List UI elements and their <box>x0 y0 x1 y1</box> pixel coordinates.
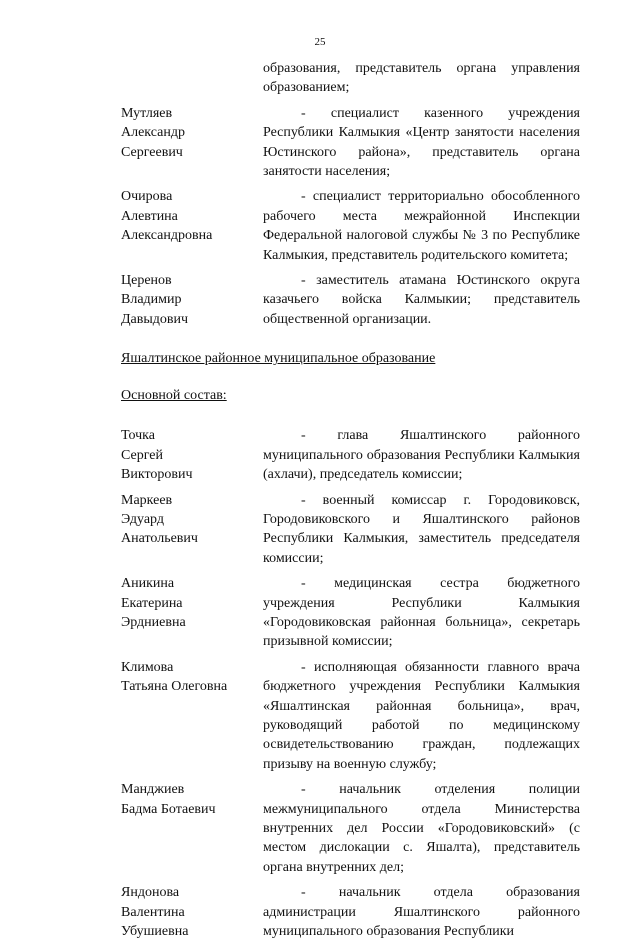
member-surname: Очирова <box>121 189 173 205</box>
member-name <box>121 426 261 484</box>
member-surname: Точка <box>121 428 155 444</box>
lower-member-list <box>0 426 640 941</box>
member-role: - начальник отдела образования администрации Яшалтинского районного муниципального образования Республики <box>263 885 580 940</box>
member-patronymic: Александровна <box>121 228 213 244</box>
member-name <box>121 658 261 697</box>
member-given-name: Сергей <box>121 447 163 463</box>
member-full-name: Бадма Ботаевич <box>121 801 216 817</box>
member-entry <box>0 271 640 329</box>
member-name <box>121 271 261 329</box>
member-name <box>121 104 261 162</box>
member-name <box>121 491 261 549</box>
member-name <box>121 780 261 819</box>
member-entry <box>0 187 640 265</box>
member-patronymic: Давыдович <box>121 311 189 327</box>
member-given-name: Владимир <box>121 292 182 308</box>
member-name <box>121 574 261 632</box>
member-role: - исполняющая обязанности главного врача бюджетного учреждения Республики Калмыкия «Яшалтинская районная больница», врач, руководящий работой по медицинскому освидетельствованию граждан, подлежащих призыву на военную службу; <box>263 659 580 772</box>
upper-member-list <box>0 104 640 329</box>
member-role: - специалист казенного учреждения Республики Калмыкия «Центр занятости населения Юстинского района», представитель органа занятости населения; <box>263 105 580 180</box>
member-given-name: Александр <box>121 125 185 141</box>
member-entry <box>0 104 640 182</box>
member-entry <box>0 491 640 569</box>
member-role: - начальник отделения полиции межмуниципального отдела Министерства внутренних дел России «Городовиковский» (с местом дислокации с. Яшалта), представитель органа внутренних дел; <box>263 782 580 875</box>
member-role: - специалист территориально обособленного рабочего места межрайонной Инспекции Федеральной налоговой службы № 3 по Республике Калмыкия, представитель родительского комитета; <box>263 189 580 263</box>
member-entry <box>0 574 640 652</box>
member-full-name: Татьяна Олеговна <box>121 679 228 695</box>
member-patronymic: Убушиевна <box>121 924 189 940</box>
composition-title: Основной состав: <box>121 388 227 404</box>
document-body <box>0 59 640 947</box>
member-entry <box>0 883 640 941</box>
member-name <box>121 883 261 941</box>
continuation-text: образования, представитель органа управления образованием; <box>263 61 580 96</box>
member-given-name: Екатерина <box>121 595 183 611</box>
member-entry <box>0 426 640 484</box>
member-entry <box>0 780 640 877</box>
member-surname: Маркеев <box>121 492 173 508</box>
member-role: - военный комиссар г. Городовиковск, Городовиковского и Яшалтинского районов Республики Калмыкия, заместитель председателя комиссии; <box>263 492 580 566</box>
member-role: - заместитель атамана Юстинского округа казачьего войска Калмыкии; представитель общественной организации. <box>263 273 580 327</box>
member-role: - медицинская сестра бюджетного учреждения Республики Калмыкия «Городовиковская районная больница», секретарь призывной комиссии; <box>263 576 580 650</box>
member-patronymic: Анатольевич <box>121 531 198 547</box>
member-surname: Аникина <box>121 576 175 592</box>
member-surname: Церенов <box>121 273 172 289</box>
member-patronymic: Эрдниевна <box>121 614 186 630</box>
page-number: 25 <box>314 36 326 48</box>
section-title: Яшалтинское районное муниципальное образование <box>121 351 436 367</box>
member-patronymic: Викторович <box>121 467 193 483</box>
member-surname: Мутляев <box>121 105 173 121</box>
continuation-entry <box>0 59 640 98</box>
member-role: - глава Яшалтинского районного муниципального образования Республики Калмыкия (ахлачи), председатель комиссии; <box>263 428 580 483</box>
member-surname: Климова <box>121 659 174 675</box>
member-surname: Яндонова <box>121 885 180 901</box>
member-entry <box>0 658 640 774</box>
member-given-name: Алевтина <box>121 208 178 224</box>
member-given-name: Валентина <box>121 904 185 920</box>
member-name <box>121 187 261 245</box>
member-given-name: Эдуард <box>121 511 164 527</box>
member-surname: Манджиев <box>121 782 185 798</box>
member-patronymic: Сергеевич <box>121 144 183 160</box>
